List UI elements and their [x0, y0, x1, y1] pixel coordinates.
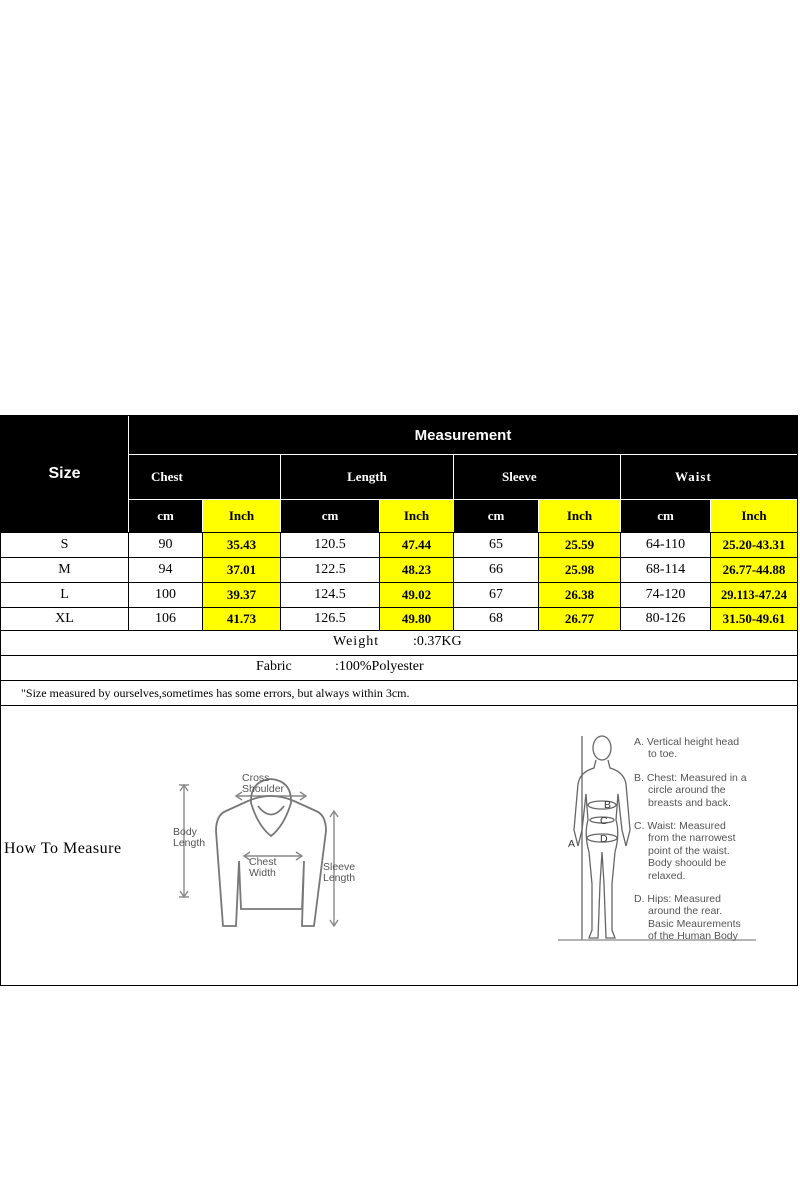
letter-a: A — [568, 838, 576, 850]
size-cell: M — [58, 562, 71, 577]
waist-cm-cell: 64-110 — [645, 537, 686, 552]
group-header-chest: Chest — [129, 455, 280, 499]
length-inch-cell: 48.23 — [380, 558, 453, 582]
measurement-label: Measurement — [414, 426, 512, 444]
size-chart — [0, 415, 798, 986]
measurement-header — [129, 416, 797, 454]
waist-inch-cell: 29.113-47.24 — [711, 583, 797, 607]
sleeve-length-text-2: Length — [323, 872, 356, 884]
sleeve-cm-cell: 68 — [489, 611, 503, 626]
fabric-row — [1, 656, 797, 680]
length-inch-cell: 49.02 — [380, 583, 453, 607]
sweater-diagram — [166, 751, 366, 941]
unit-header-cm: cm — [621, 500, 710, 532]
chest-width-text-2: Width — [249, 867, 276, 879]
length-cm-cell: 124.5 — [314, 587, 346, 602]
size-header — [1, 416, 128, 532]
sleeve-inch-cell: 26.77 — [539, 608, 620, 630]
sleeve-cm-cell: 67 — [489, 587, 503, 602]
unit-header-inch: Inch — [539, 500, 620, 532]
cross-shoulder-text-1: Cross — [242, 772, 270, 784]
size-cell: S — [60, 537, 69, 552]
group-header-waist: Waist — [621, 455, 797, 499]
chest-inch-cell: 35.43 — [203, 533, 280, 557]
waist-cm-cell: 68-114 — [645, 562, 686, 577]
waist-inch-cell: 25.20-43.31 — [711, 533, 797, 557]
fabric-label: Fabric — [256, 659, 292, 674]
letter-c: C — [600, 815, 608, 827]
chest-inch-cell: 39.37 — [203, 583, 280, 607]
length-cm-cell: 120.5 — [314, 537, 346, 552]
chest-inch-cell: 37.01 — [203, 558, 280, 582]
sleeve-inch-cell: 25.59 — [539, 533, 620, 557]
group-header-length: Length — [281, 455, 453, 499]
chest-cm-cell: 100 — [155, 587, 176, 602]
sleeve-inch-cell: 25.98 — [539, 558, 620, 582]
body-length-text-2: Length — [173, 837, 206, 849]
how-to-measure-label: How To Measure — [4, 840, 122, 857]
waist-inch-cell: 31.50-49.61 — [711, 608, 797, 630]
sleeve-cm-cell: 66 — [489, 562, 503, 577]
sleeve-inch-cell: 26.38 — [539, 583, 620, 607]
waist-cm-cell: 74-120 — [645, 587, 686, 602]
unit-header-inch: Inch — [380, 500, 453, 532]
length-cm-cell: 122.5 — [314, 562, 346, 577]
waist-cm-cell: 80-126 — [645, 611, 686, 626]
weight-row — [1, 631, 797, 655]
letter-d: D — [600, 833, 608, 845]
chest-cm-cell: 94 — [158, 562, 173, 577]
size-note: "Size measured by ourselves,sometimes has some errors, but always within 3cm. — [21, 686, 410, 700]
cross-shoulder-text-2: Shoulder — [242, 783, 285, 795]
waist-inch-cell: 26.77-44.88 — [711, 558, 797, 582]
chest-cm-cell: 106 — [155, 611, 176, 626]
chest-width-text-1: Chest — [249, 856, 277, 868]
size-cell: XL — [55, 611, 74, 626]
length-cm-cell: 126.5 — [314, 611, 346, 626]
body-length-text-1: Body — [173, 826, 197, 838]
sleeve-cm-cell: 65 — [489, 537, 503, 552]
chest-cm-cell: 90 — [158, 537, 173, 552]
unit-header-cm: cm — [454, 500, 538, 532]
size-cell: L — [60, 587, 69, 602]
unit-header-inch: Inch — [711, 500, 797, 532]
weight-label: Weight — [333, 634, 380, 649]
sleeve-length-text-1: Sleeve — [323, 861, 356, 873]
letter-b: B — [604, 799, 612, 811]
body-measure-legend: A. Vertical height head to toe. B. Chest: Measured in a circle around the breasts and back. C. Waist: Measured from the narrowest point of the waist. Body shoould be relaxed. D. Hips: Measured around the rear. Basic Meaurements of the Human Body — [634, 736, 747, 943]
size-label: Size — [48, 465, 81, 482]
unit-header-cm: cm — [281, 500, 379, 532]
fabric-value: :100%Polyester — [335, 659, 424, 674]
chest-inch-cell: 41.73 — [203, 608, 280, 630]
unit-header-cm: cm — [129, 500, 202, 532]
weight-value: :0.37KG — [413, 634, 462, 649]
group-header-sleeve: Sleeve — [454, 455, 620, 499]
length-inch-cell: 47.44 — [380, 533, 453, 557]
length-inch-cell: 49.80 — [380, 608, 453, 630]
unit-header-inch: Inch — [203, 500, 280, 532]
